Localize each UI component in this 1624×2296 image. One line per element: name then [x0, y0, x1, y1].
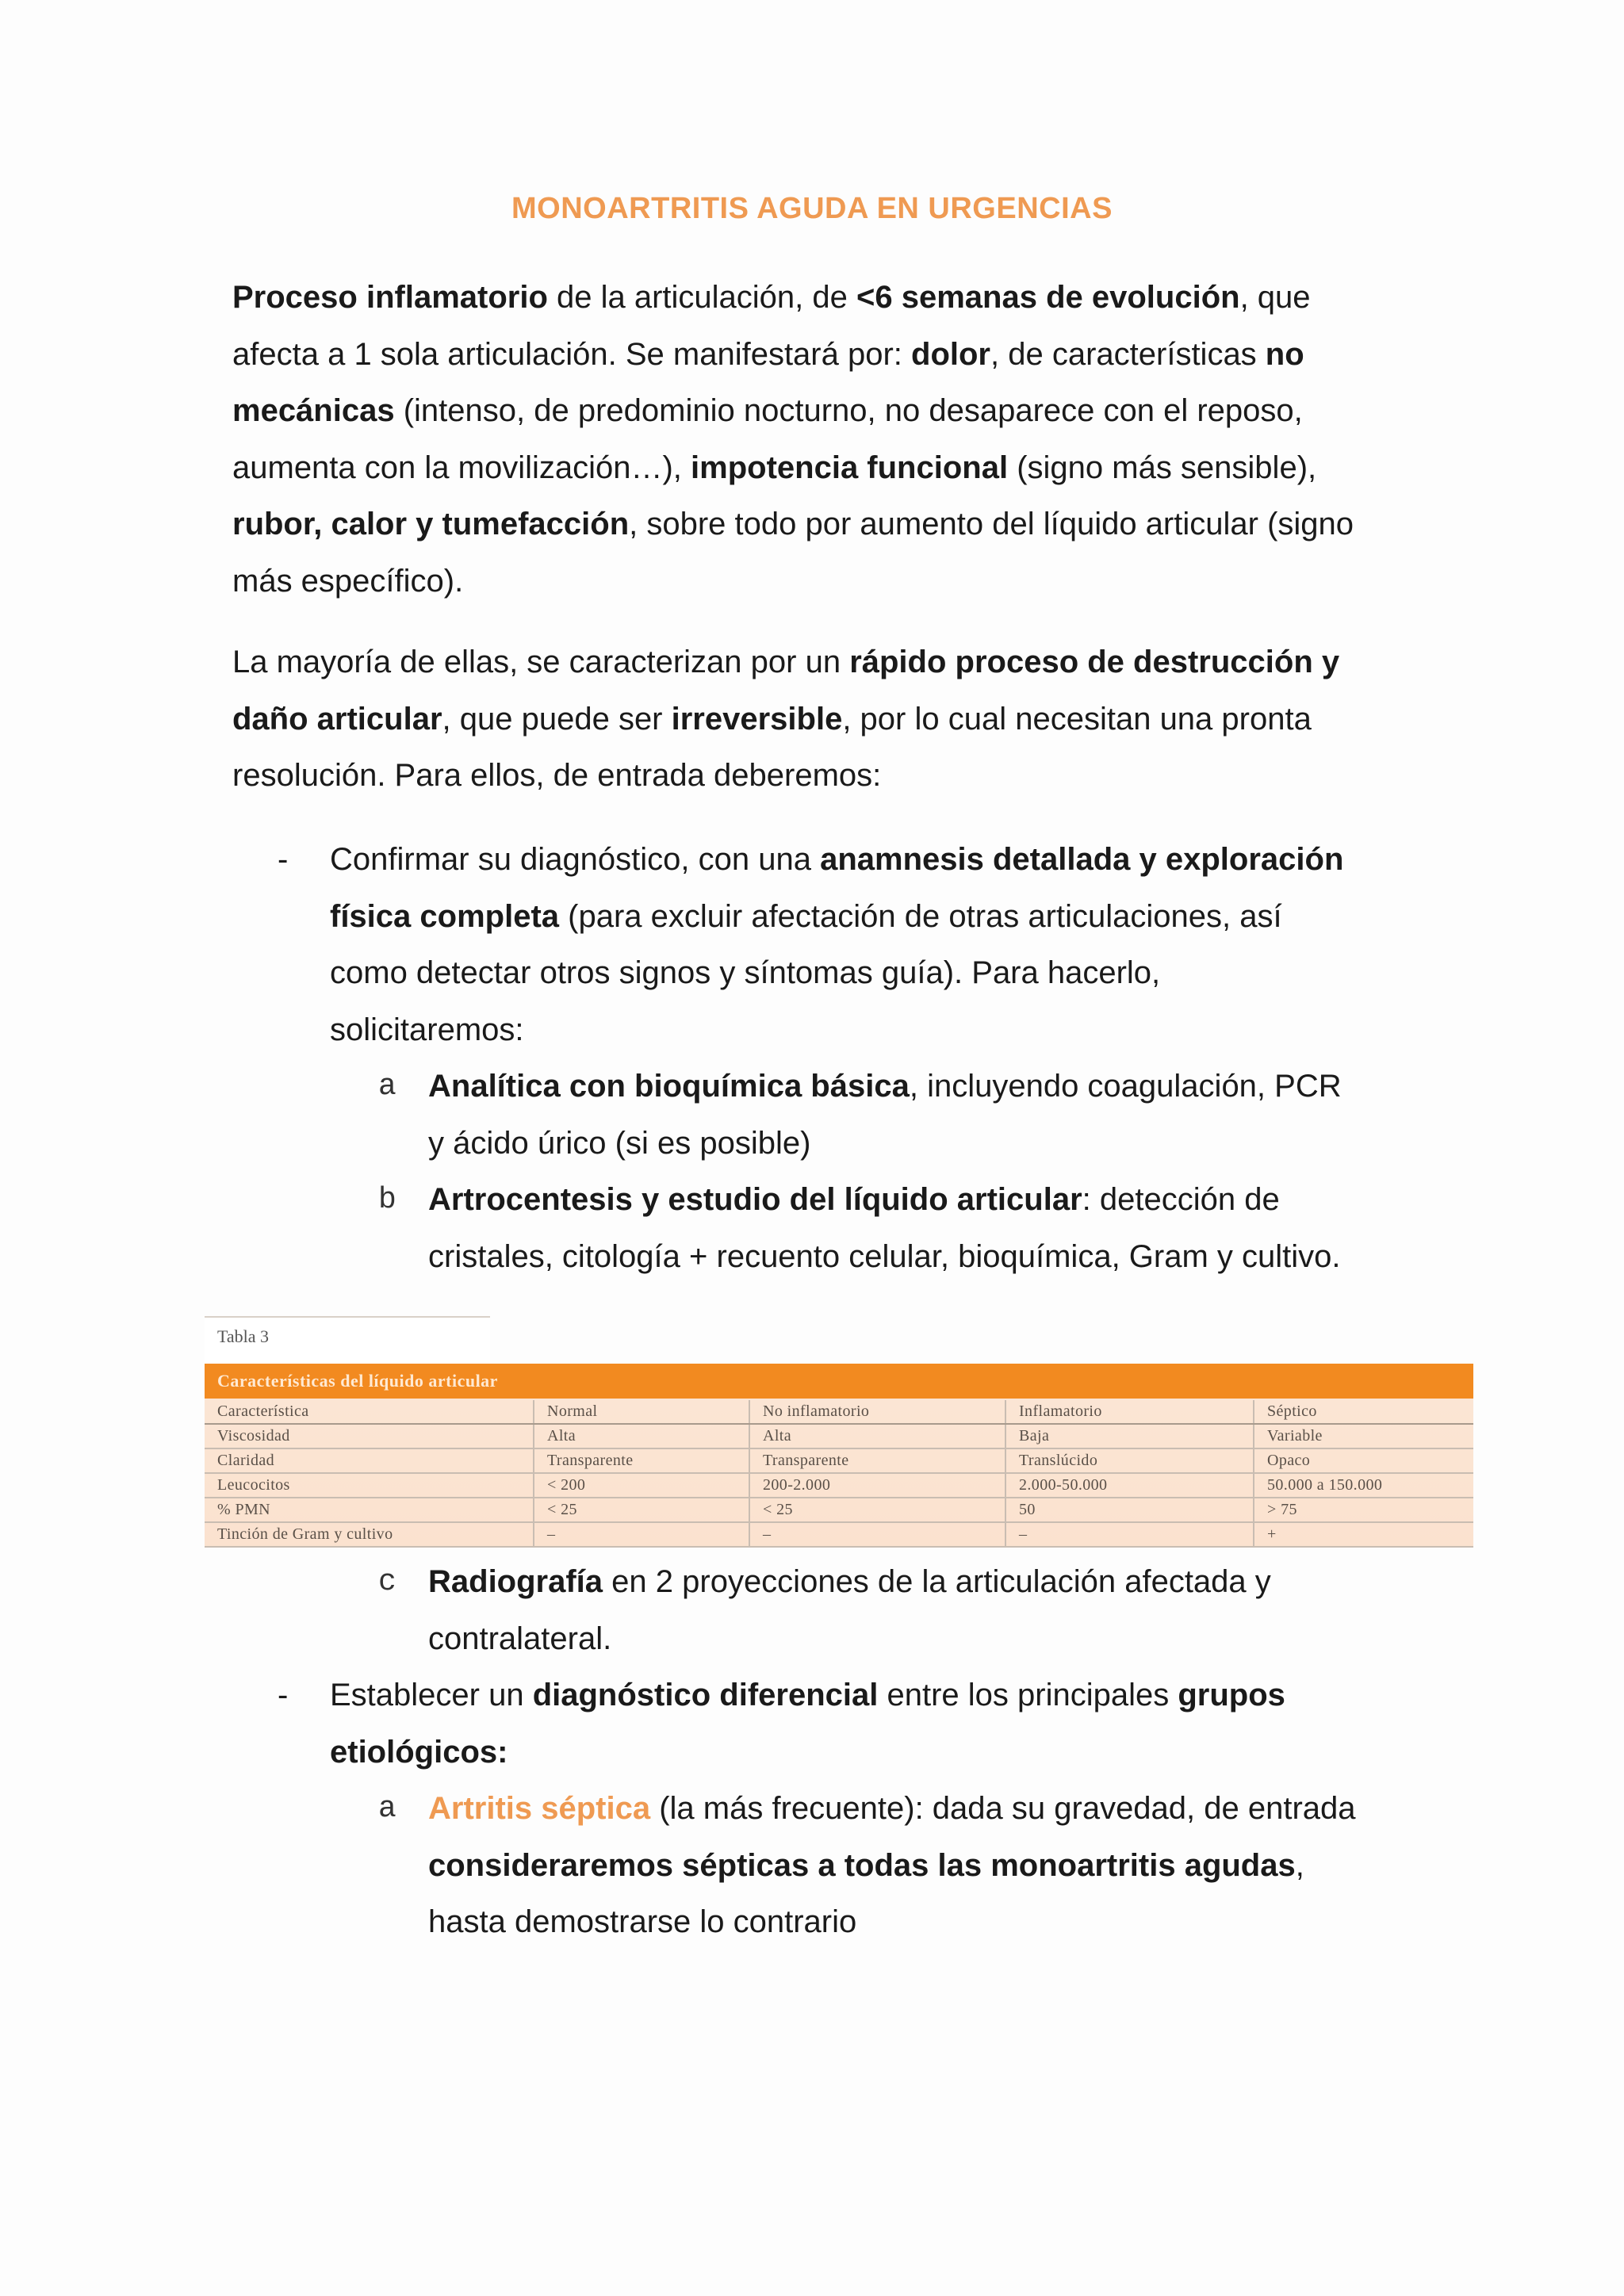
table-header-cell: Característica: [205, 1400, 534, 1424]
table-cell: –: [749, 1522, 1005, 1547]
list-letter: a: [378, 1792, 396, 1826]
table-row: [205, 1473, 1473, 1498]
table-header-cell: Normal: [534, 1400, 749, 1424]
bullet-confirm-diagnosis: Confirmar su diagnóstico, con una anamnesis detallada y exploración física completa (para excluir afectación de otras articulaciones, así como detectar otros signos y síntomas guía). Para hacerlo, solicitaremos:: [330, 842, 1344, 1047]
table-cell: –: [534, 1522, 749, 1547]
table-cell: 50.000 a 150.000: [1254, 1473, 1473, 1498]
table-cell: –: [1005, 1522, 1254, 1547]
table-cell: Claridad: [205, 1448, 534, 1473]
table-cell: % PMN: [205, 1498, 534, 1522]
table-caption: Tabla 3: [205, 1316, 490, 1364]
liquid-table: [205, 1400, 1473, 1548]
subitem-artritis-septica: Artritis séptica (la más frecuente): dada su gravedad, de entrada consideraremos sépticas a todas las monoartritis agudas, hasta demostrarse lo contrario: [428, 1791, 1356, 1939]
table-cell: Alta: [749, 1424, 1005, 1448]
table-cell: Tinción de Gram y cultivo: [205, 1522, 534, 1547]
table-row: [205, 1498, 1473, 1522]
list-letter: c: [378, 1565, 396, 1599]
bullet-differential-diagnosis: Establecer un diagnóstico diferencial entre los principales grupos etiológicos:: [330, 1678, 1285, 1770]
table-cell: < 25: [749, 1498, 1005, 1522]
subitem-artrocentesis: Artrocentesis y estudio del líquido articular: detección de cristales, citología + recuento celular, bioquímica, Gram y cultivo.: [428, 1182, 1341, 1274]
table-heading: Características del líquido articular: [205, 1364, 1473, 1399]
table-cell: > 75: [1254, 1498, 1473, 1522]
table-header-row: [205, 1400, 1473, 1424]
table-cell: < 25: [534, 1498, 749, 1522]
table-cell: +: [1254, 1522, 1473, 1547]
table-row: [205, 1424, 1473, 1448]
table-cell: Variable: [1254, 1424, 1473, 1448]
list-letter: b: [378, 1183, 396, 1217]
liquid-table-figure: [205, 1316, 1473, 1546]
table-cell: Transparente: [534, 1448, 749, 1473]
bullet-dash: -: [278, 1678, 289, 1712]
list-letter: a: [378, 1070, 396, 1104]
table-cell: 50: [1005, 1498, 1254, 1522]
table-header-cell: Inflamatorio: [1005, 1400, 1254, 1424]
table-cell: 200-2.000: [749, 1473, 1005, 1498]
page-title: MONOARTRITIS AGUDA EN URGENCIAS: [511, 192, 1113, 225]
table-cell: Alta: [534, 1424, 749, 1448]
table-header-cell: Séptico: [1254, 1400, 1473, 1424]
table-row: [205, 1522, 1473, 1547]
table-cell: 2.000-50.000: [1005, 1473, 1254, 1498]
table-cell: Transparente: [749, 1448, 1005, 1473]
bullet-dash: -: [278, 842, 289, 877]
table-cell: Translúcido: [1005, 1448, 1254, 1473]
table-header-cell: No inflamatorio: [749, 1400, 1005, 1424]
table-cell: Viscosidad: [205, 1424, 534, 1448]
second-paragraph: La mayoría de ellas, se caracterizan por un rápido proceso de destrucción y daño articular, que puede ser irreversible, por lo cual necesitan una pronta resolución. Para ellos, de entrada deberemos:: [232, 645, 1340, 793]
bold-text: <6 semanas de evolución: [856, 280, 1240, 315]
bold-text: Proceso inflamatorio: [232, 280, 548, 315]
table-cell: Baja: [1005, 1424, 1254, 1448]
subitem-analitica: Analítica con bioquímica básica, incluyendo coagulación, PCR y ácido úrico (si es posible): [428, 1069, 1342, 1161]
table-cell: Leucocitos: [205, 1473, 534, 1498]
intro-paragraph: Proceso inflamatorio de la articulación, de <6 semanas de evolución, que afecta a 1 sola articulación. Se manifestará por: dolor, de características no mecánicas (intenso, de predominio nocturno, no desaparece con el reposo, aumenta con la movilización…), impotencia funcional (signo más sensible), rubor, calor y tumefacción, sobre todo por aumento del líquido articular (signo más específico).: [232, 280, 1354, 599]
table-row: [205, 1448, 1473, 1473]
table-cell: < 200: [534, 1473, 749, 1498]
table-cell: Opaco: [1254, 1448, 1473, 1473]
subitem-radiografia: Radiografía en 2 proyecciones de la articulación afectada y contralateral.: [428, 1564, 1271, 1656]
